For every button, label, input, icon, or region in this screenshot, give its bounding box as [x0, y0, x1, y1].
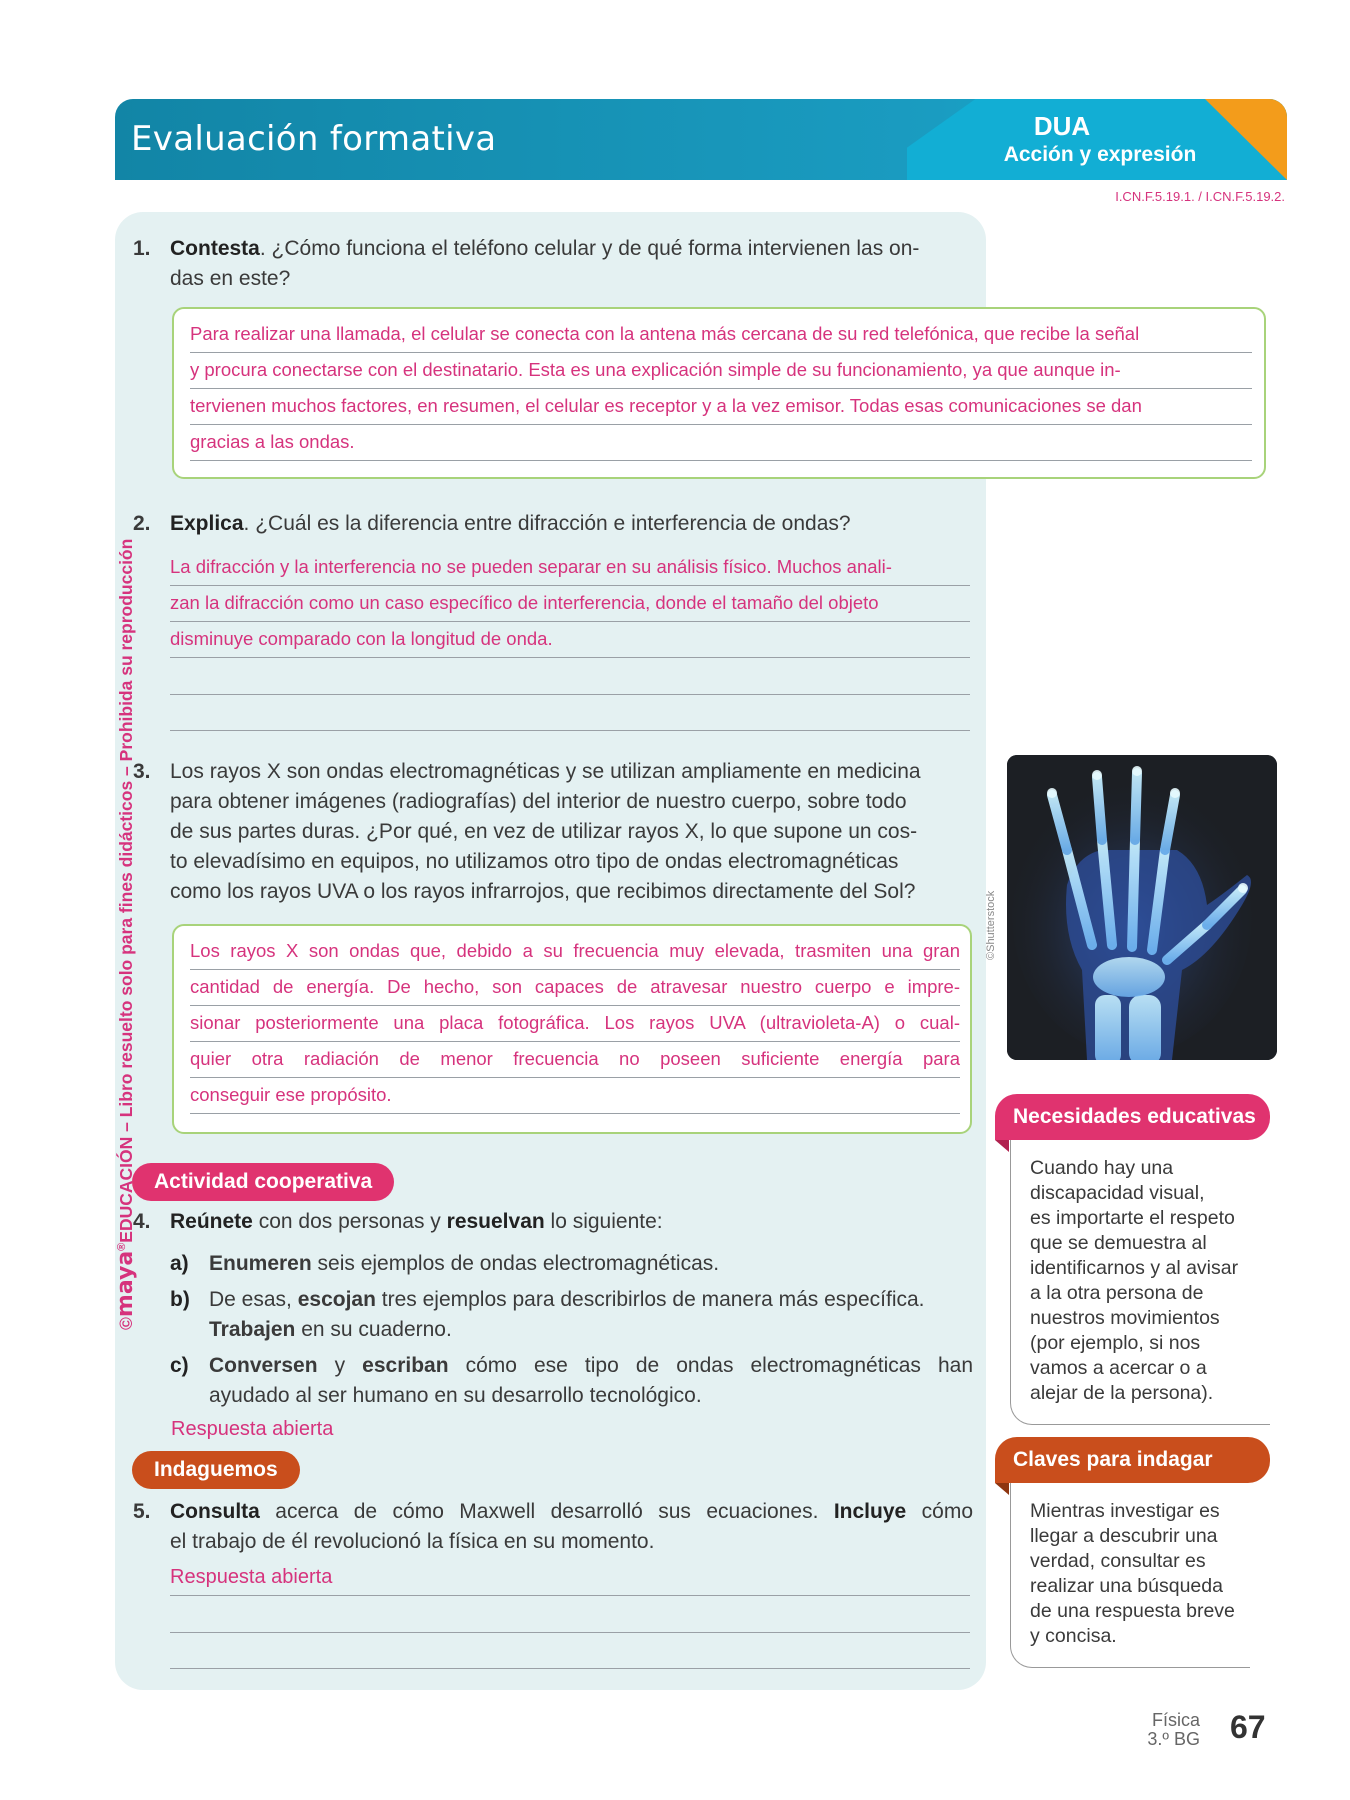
answer-box-1 [172, 307, 1266, 479]
question-verb: Explica [170, 512, 244, 535]
question-verb: resuelvan [446, 1210, 545, 1233]
answer-line: disminuye comparado con la longitud de onda. [170, 622, 970, 658]
question-number: 2. [133, 512, 151, 535]
question-text: to elevadísimo en equipos, no utilizamos otro tipo de ondas electromagnéticas [170, 850, 899, 873]
cooperative-activity-label: Actividad cooperativa [132, 1163, 394, 1201]
answer-line: zan la difracción como un caso específico de interferencia, donde el tamaño del objeto [170, 586, 970, 622]
answer-line: y procura conectarse con el destinatario. Esta es una explicación simple de su funcionamiento, ya que aunque in- [190, 353, 1252, 389]
question-number: 1. [133, 237, 151, 260]
educational-needs-tab: Necesidades educativas [995, 1094, 1270, 1140]
question-text: como los rayos UVA o los rayos infrarrojos, que recibimos directamente del Sol? [170, 880, 916, 903]
subitem-b: b) De esas, escojan tres ejemplos para describirlos de manera más específica. Trabajen en su cuaderno. [170, 1288, 925, 1341]
footer-subject: Física 3.º BG [1147, 1710, 1200, 1749]
answer-line: Los rayos X son ondas que, debido a su frecuencia muy elevada, trasmiten una gran [190, 934, 960, 970]
question-text-line2: das en este? [170, 267, 291, 290]
question-number: 5. [133, 1500, 151, 1523]
answer-line: La difracción y la interferencia no se pueden separar en su análisis físico. Muchos anali- [170, 550, 970, 586]
dua-subtitle: Acción y expresión [1003, 143, 1197, 166]
maya-logo: maya [113, 1250, 138, 1318]
dua-title: DUA [1033, 111, 1091, 141]
answer-line: quier otra radiación de menor frecuencia no poseen suficiente energía para [190, 1042, 960, 1078]
question-text: . ¿Cuál es la diferencia entre difracción e interferencia de ondas? [243, 512, 851, 535]
answer-line: gracias a las ondas. [190, 425, 1252, 461]
blank-answer-line [170, 694, 970, 695]
educational-needs-text: Cuando hay una discapacidad visual, es importarte el respeto que se demuestra al identificarnos y al avisar a la otra persona de nuestros movimientos (por ejemplo, si nos vamos a acercar o a alejar de la persona). [1030, 1157, 1239, 1404]
inquiry-keys-text: Mientras investigar es llegar a descubrir una verdad, consultar es realizar una búsqueda de una respuesta breve y concisa. [1030, 1500, 1235, 1647]
xray-hand-image [1007, 755, 1277, 1060]
copyright-notice: ©maya®EDUCACIÓN – Libro resuelto solo para fines didácticos – Prohibida su reproducción [113, 538, 138, 1330]
inquiry-keys-tab: Claves para indagar [995, 1437, 1270, 1483]
question-5: 5. Consulta acerca de cómo Maxwell desarrolló sus ecuaciones. Incluye cómo el trabajo de él revolucionó la física en su momento. [133, 1497, 973, 1557]
question-text: de sus partes duras. ¿Por qué, en vez de utilizar rayos X, lo que supone un cos- [170, 820, 918, 843]
question-text: . ¿Cómo funciona el teléfono celular y de qué forma intervienen las on- [259, 237, 920, 260]
question-1 [133, 234, 973, 294]
open-answer-4: Respuesta abierta [171, 1418, 334, 1440]
answer-line: Para realizar una llamada, el celular se conecta con la antena más cercana de su red telefónica, que recibe la señal [190, 317, 1252, 353]
page-number: 67 [1230, 1709, 1266, 1745]
question-verb: Consulta [170, 1500, 260, 1523]
question-text: para obtener imágenes (radiografías) del interior de nuestro cuerpo, sobre todo [170, 790, 907, 813]
question-number: 4. [133, 1210, 151, 1233]
inquiry-label: Indaguemos [132, 1451, 300, 1489]
image-credit: ©Shutterstock [985, 890, 997, 960]
blank-answer-line [170, 1632, 970, 1633]
blank-answer-line [170, 1668, 970, 1669]
page-title: Evaluación formativa [131, 119, 497, 159]
subitem-a: a) Enumeren seis ejemplos de ondas electromagnéticas. [170, 1252, 720, 1275]
xray-hand-illustration [1007, 755, 1277, 1060]
header-banner [115, 99, 1287, 180]
question-2 [133, 509, 973, 539]
answer-line: sionar posteriormente una placa fotográfica. Los rayos UVA (ultravioleta-A) o cual- [190, 1006, 960, 1042]
answer-box-3 [172, 924, 972, 1134]
question-4: 4. Reúnete con dos personas y resuelvan lo siguiente: [133, 1207, 973, 1237]
subitem-c: c) Conversen y escriban cómo ese tipo de ondas electromagnéticas han ayudado al ser humano en su desarrollo tecnológico. [170, 1354, 973, 1407]
open-answer-5: Respuesta abierta [170, 1560, 970, 1596]
answer-line: cantidad de energía. De hecho, son capaces de atravesar nuestro cuerpo e impre- [190, 970, 960, 1006]
blank-answer-line [170, 730, 970, 731]
question-verb: Incluye [833, 1500, 907, 1523]
answer-line: tervienen muchos factores, en resumen, el celular es receptor y a la vez emisor. Todas esas comunicaciones se dan [190, 389, 1252, 425]
answer-line: conseguir ese propósito. [190, 1078, 960, 1114]
indicator-code: I.CN.F.5.19.1. / I.CN.F.5.19.2. [1115, 189, 1285, 204]
question-number: 3. [133, 760, 151, 783]
question-3 [133, 757, 973, 907]
question-verb: Reúnete [170, 1210, 253, 1233]
question-text: Los rayos X son ondas electromagnéticas y se utilizan ampliamente en medicina [170, 760, 921, 783]
question-verb: Contesta [170, 237, 260, 260]
